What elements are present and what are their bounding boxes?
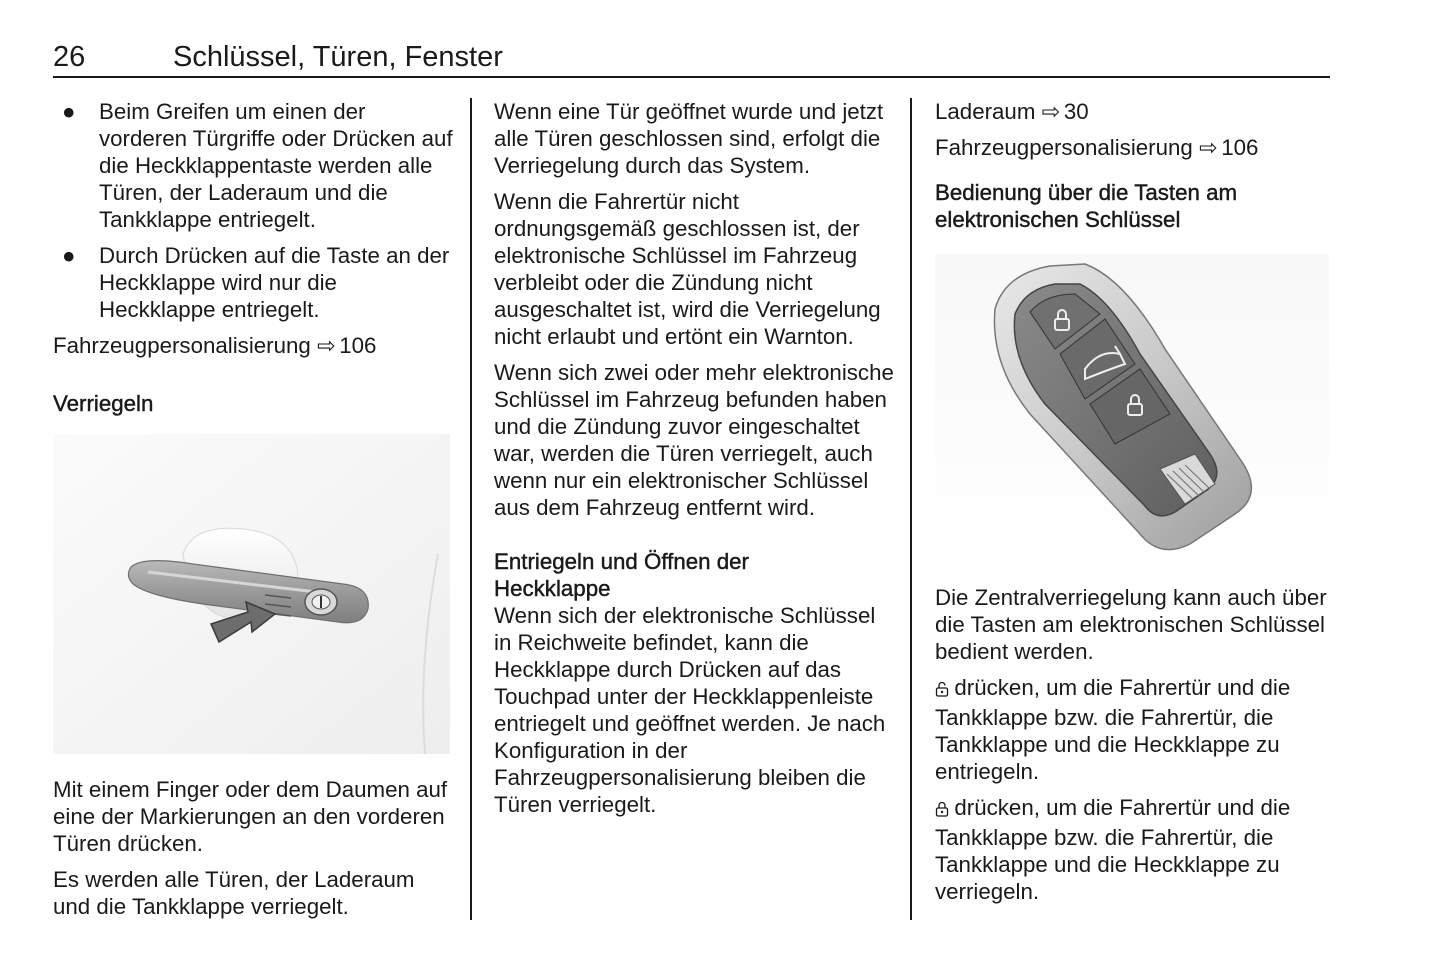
column-divider-1 (470, 98, 472, 920)
page-ref-arrow-icon: ⇨ (1041, 99, 1061, 124)
paragraph: drücken, um die Fahrertür und die Tankklappe bzw. die Fahrertür, die Tankklappe und die Heckklappe zu verriegeln. (935, 795, 1291, 904)
page-ref-arrow-icon: ⇨ (1199, 135, 1218, 160)
list-item: ● Beim Greifen um einen der vorderen Türgriffe oder Drücken auf die Heckklappentaste werden alle Türen, der Laderaum und die Tankklappe entriegelt. (62, 99, 453, 232)
door-handle-figure (53, 434, 450, 754)
bullet-icon: ● (62, 243, 76, 268)
bullet-list (53, 98, 453, 323)
cross-reference[interactable]: Fahrzeugpersonalisierung ⇨ 106 (935, 135, 1259, 160)
section-heading-lock: Verriegeln (53, 391, 154, 416)
paragraph: Wenn die Fahrertür nicht ordnungsgemäß geschlossen ist, der elektronische Schlüssel im Fahrzeug verbleibt oder die Zündung nicht ausgeschaltet ist, wird die Verriegelung nicht erlaubt und ertönt ein Warnton. (494, 189, 881, 349)
chapter-title: Schlüssel, Türen, Fenster (173, 41, 503, 73)
cross-reference[interactable]: Fahrzeugpersonalisierung ⇨ 106 (53, 333, 377, 358)
column-middle (494, 98, 894, 827)
paragraph: Wenn sich der elektronische Schlüssel in Reichweite befindet, kann die Heckklappe durch Drücken auf das Touchpad unter der Heckklappenleiste entriegelt und geöffnet werden. Je nach Konfiguration in der Fahrzeugpersonalisierung bleiben die Türen verriegelt. (494, 603, 886, 817)
list-item: ● Durch Drücken auf die Taste an der Heckklappe wird nur die Heckklappe entriegelt. (62, 243, 450, 322)
page-header (53, 40, 1330, 78)
paragraph: Wenn eine Tür geöffnet wurde und jetzt alle Türen geschlossen sind, erfolgt die Verriegelung durch das System. (494, 99, 884, 178)
paragraph: Wenn sich zwei oder mehr elektronische Schlüssel im Fahrzeug befunden haben und die Zündung zuvor eingeschaltet war, werden die Türen verriegelt, auch wenn nur ein elektronischer Schlüssel aus dem Fahrzeug entfernt wird. (494, 360, 894, 520)
paragraph: drücken, um die Fahrertür und die Tankklappe bzw. die Fahrertür, die Tankklappe und die Heckklappe zu entriegeln. (935, 675, 1291, 784)
page-ref-arrow-icon: ⇨ (317, 333, 336, 358)
column-left (53, 98, 453, 929)
section-heading-unlock: Entriegeln und Öffnen der Heckklappe (494, 549, 749, 601)
key-fob-illustration (935, 254, 1329, 566)
door-handle-illustration (53, 434, 450, 754)
column-right (935, 98, 1335, 914)
page-number: 26 (53, 41, 86, 73)
lock-icon (935, 800, 954, 820)
unlock-icon (935, 680, 954, 700)
paragraph: Mit einem Finger oder dem Daumen auf eine der Markierungen an den vorderen Türen drücken. (53, 777, 448, 856)
cross-reference[interactable]: Laderaum ⇨ 30 (935, 99, 1089, 124)
paragraph: Es werden alle Türen, der Laderaum und die Tankklappe verriegelt. (53, 867, 415, 919)
paragraph: Die Zentralverriegelung kann auch über die Tasten am elektronischen Schlüssel bedient werden. (935, 585, 1327, 664)
section-heading-key-buttons: Bedienung über die Tasten am elektronischen Schlüssel (935, 180, 1238, 232)
bullet-icon: ● (62, 99, 76, 124)
column-divider-2 (910, 98, 912, 920)
key-fob-figure (935, 254, 1329, 566)
